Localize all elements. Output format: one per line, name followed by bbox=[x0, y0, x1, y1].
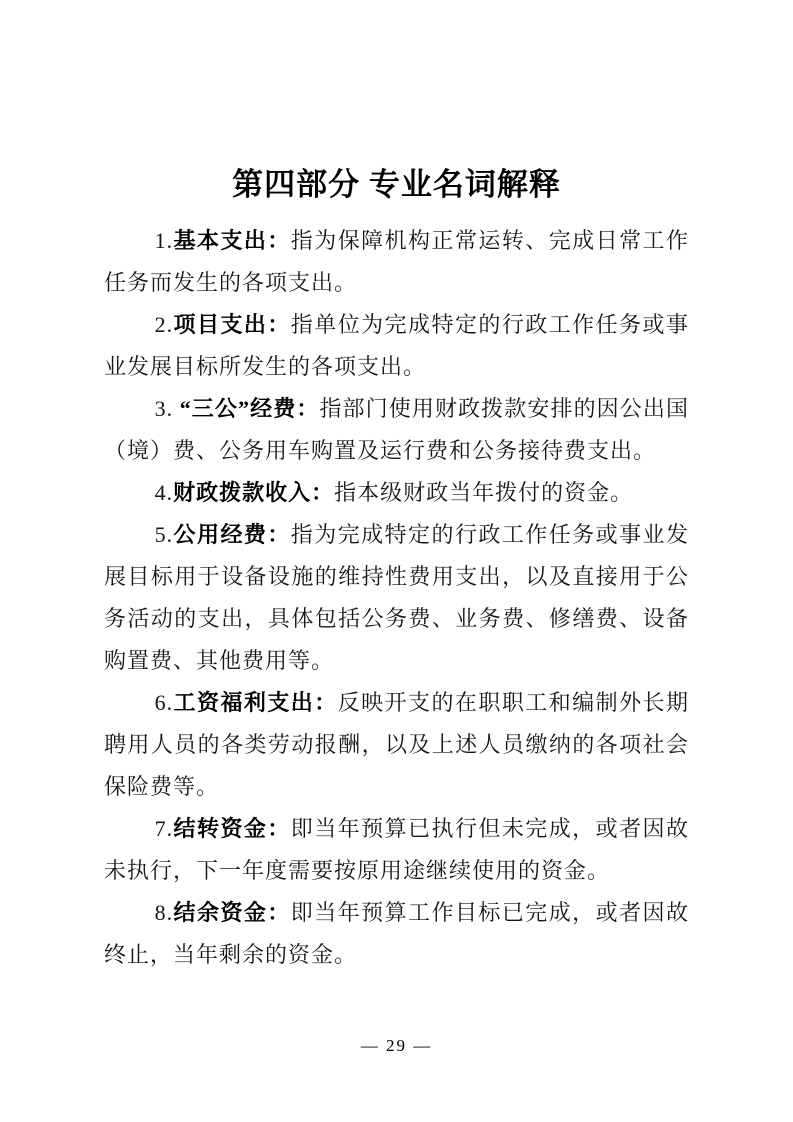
term-number: 7. bbox=[154, 816, 174, 841]
term-definition: 即当年预算工作目标已完成，或者因故终止，当年剩余的资金。 bbox=[104, 900, 689, 967]
term-paragraph-salary-welfare-expenditure bbox=[104, 682, 689, 808]
term-number: 6. bbox=[154, 690, 174, 715]
terms-list bbox=[104, 220, 689, 976]
term-definition: 指单位为完成特定的行政工作任务或事业发展目标所发生的各项支出。 bbox=[104, 312, 689, 379]
term-label: 财政拨款收入： bbox=[173, 480, 335, 505]
term-number: 8. bbox=[154, 900, 174, 925]
term-paragraph-basic-expenditure bbox=[104, 220, 689, 304]
term-definition: 反映开支的在职职工和编制外长期聘用人员的各类劳动报酬，以及上述人员缴纳的各项社会保险费等。 bbox=[104, 690, 689, 799]
term-paragraph-public-funds bbox=[104, 514, 689, 682]
term-number: 5. bbox=[154, 522, 174, 547]
term-definition: 即当年预算已执行但未完成，或者因故未执行，下一年度需要按原用途继续使用的资金。 bbox=[104, 816, 689, 883]
term-paragraph-three-public-funds bbox=[104, 388, 689, 472]
term-paragraph-project-expenditure bbox=[104, 304, 689, 388]
page-title: 第四部分 专业名词解释 bbox=[232, 167, 561, 202]
term-definition: 指部门使用财政拨款安排的因公出国（境）费、公务用车购置及运行费和公务接待费支出。 bbox=[104, 396, 689, 463]
term-number: 1. bbox=[154, 228, 174, 253]
term-label: 公用经费： bbox=[173, 522, 291, 547]
term-paragraph-fiscal-appropriation-income bbox=[104, 472, 689, 514]
term-number: 3. bbox=[154, 396, 180, 421]
term-paragraph-surplus-funds bbox=[104, 892, 689, 976]
term-label: 结转资金： bbox=[173, 816, 291, 841]
term-definition: 指为完成特定的行政工作任务或事业发展目标用于设备设施的维持性费用支出，以及直接用于公务活动的支出，具体包括公务费、业务费、修缮费、设备购置费、其他费用等。 bbox=[104, 522, 689, 673]
page-number: — 29 — bbox=[360, 1036, 433, 1055]
term-label: 工资福利支出： bbox=[173, 690, 338, 715]
term-definition: 指本级财政当年拨付的资金。 bbox=[334, 480, 634, 505]
term-definition: 指为保障机构正常运转、完成日常工作任务而发生的各项支出。 bbox=[104, 228, 689, 295]
term-label: “三公”经费： bbox=[179, 396, 320, 421]
term-label: 项目支出： bbox=[173, 312, 291, 337]
term-paragraph-carryover-funds bbox=[104, 808, 689, 892]
term-number: 4. bbox=[154, 480, 174, 505]
term-label: 结余资金： bbox=[173, 900, 291, 925]
term-label: 基本支出： bbox=[173, 228, 291, 253]
term-number: 2. bbox=[154, 312, 174, 337]
